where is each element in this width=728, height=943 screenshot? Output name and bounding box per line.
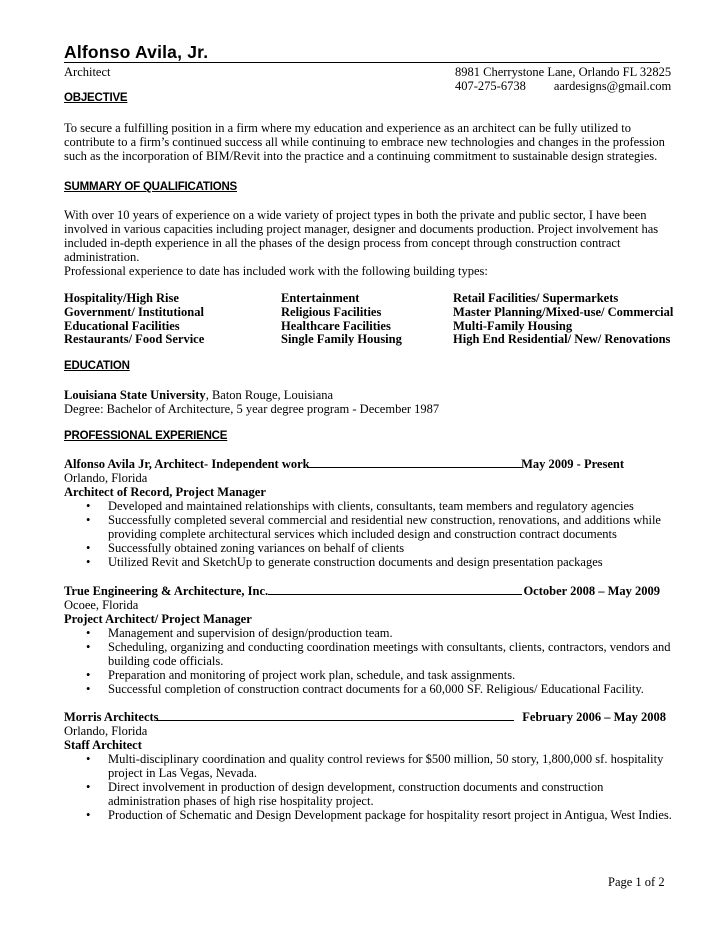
contact-line — [455, 79, 671, 94]
job-dates: October 2008 – May 2009 — [523, 584, 660, 598]
job-bullets — [64, 752, 674, 822]
building-type: Hospitality/High Rise — [64, 291, 179, 305]
experience-heading: PROFESSIONAL EXPERIENCE — [64, 430, 228, 442]
building-types-column-2 — [281, 292, 402, 347]
building-type: Multi-Family Housing — [453, 318, 573, 333]
building-types-intro: Professional experience to date has included work with the following building types: — [64, 264, 488, 278]
job-bullets — [64, 626, 674, 696]
building-types-column-3 — [453, 292, 673, 347]
email-address: aardesigns@gmail.com — [553, 79, 672, 93]
list-item: • Successfully completed several commercial and residential new construction, renovations, and additions while providing complete architectural services which included design and construction contract documents — [86, 513, 661, 541]
building-type: Educational Facilities — [64, 318, 180, 333]
building-type: Government/ Institutional — [64, 304, 204, 319]
applicant-title: Architect — [64, 65, 111, 79]
list-item: • Scheduling, organizing and conducting coordination meetings with consultants, clients, contractors, vendors and building code officials. — [86, 640, 671, 668]
job-role: Staff Architect — [64, 738, 142, 752]
phone-number: 407-275-6738 — [455, 79, 526, 93]
company-name: Alfonso Avila Jr, Architect- Independent work — [64, 457, 310, 471]
list-item: • Utilized Revit and SketchUp to generate construction documents and design presentation packages — [86, 555, 603, 569]
building-type: High End Residential/ New/ Renovations — [453, 332, 671, 347]
list-item: • Developed and maintained relationships with clients, consultants, team members and regulatory agencies — [86, 499, 634, 513]
mailing-address: 8981 Cherrystone Lane, Orlando FL 32825 — [455, 65, 672, 79]
job-location: Ocoee, Florida — [64, 598, 139, 612]
leader-line — [268, 594, 522, 595]
job-location: Orlando, Florida — [64, 471, 148, 485]
summary-heading: SUMMARY OF QUALIFICATIONS — [64, 181, 238, 193]
applicant-name: Alfonso Avila, Jr. — [64, 42, 660, 63]
leader-line — [156, 720, 514, 721]
education-heading: EDUCATION — [64, 360, 130, 372]
job-role: Architect of Record, Project Manager — [64, 485, 266, 499]
building-type: Religious Facilities — [281, 304, 382, 319]
job-entry — [64, 584, 671, 696]
job-entry — [64, 710, 672, 822]
page-number: Page 1 of 2 — [608, 875, 665, 889]
list-item: • Successfully obtained zoning variances on behalf of clients — [86, 541, 405, 555]
list-item: • Production of Schematic and Design Development package for hospitality resort project in Antigua, West Indies. — [86, 808, 672, 822]
objective-heading: OBJECTIVE — [64, 92, 128, 104]
job-location: Orlando, Florida — [64, 724, 148, 738]
summary-text: With over 10 years of experience on a wide variety of project types in both the private and public sector, I have been involved in various capacities including project manager, designer and documents production. Project involvement has included in-depth experience in all the phases of the design process from concept through construction contract administration. — [64, 208, 659, 264]
building-type: Retail Facilities/ Supermarkets — [453, 291, 619, 305]
company-name: Morris Architects — [64, 710, 159, 724]
building-type: Master Planning/Mixed-use/ Commercial — [453, 304, 674, 319]
company-name: True Engineering & Architecture, Inc. — [64, 584, 269, 598]
school-name: Louisiana State University — [64, 388, 206, 402]
list-item: • Management and supervision of design/production team. — [86, 626, 393, 640]
education-entry — [64, 388, 674, 416]
building-types-column-1 — [64, 292, 204, 347]
job-role: Project Architect/ Project Manager — [64, 612, 252, 626]
building-type: Healthcare Facilities — [281, 318, 391, 333]
objective-text: To secure a fulfilling position in a firm where my education and experience as an architect can be fully utilized to contribute to a firm’s continued success all while continuing to embrace new technologies and changes in the profession such as the incorporation of BIM/Revit into the practice and a continuing commitment to sustainable design strategies. — [64, 121, 665, 163]
building-type: Single Family Housing — [281, 332, 402, 347]
job-title-line — [64, 457, 624, 471]
list-item: • Successful completion of construction contract documents for a 60,000 SF. Religious/ Educational Facility. — [86, 682, 644, 696]
job-title-line — [64, 710, 666, 724]
degree-text: Degree: Bachelor of Architecture, 5 year degree program - December 1987 — [64, 402, 440, 416]
job-dates: February 2006 – May 2008 — [522, 710, 666, 724]
building-type: Restaurants/ Food Service — [64, 332, 205, 347]
job-entry — [64, 457, 661, 569]
leader-line — [308, 467, 522, 468]
job-title-line — [64, 584, 660, 598]
list-item: • Multi-disciplinary coordination and quality control reviews for $500 million, 50 story, 1,800,000 sf. hospitality project in Las Vegas, Nevada. — [86, 752, 664, 780]
list-item: • Direct involvement in production of design development, construction documents and construction administration phases of high rise hospitality project. — [86, 780, 604, 808]
school-location: , Baton Rouge, Louisiana — [205, 388, 334, 402]
job-bullets — [64, 499, 674, 569]
job-dates: May 2009 - Present — [521, 457, 624, 471]
list-item: • Preparation and monitoring of project work plan, schedule, and task assignments. — [86, 668, 516, 682]
building-type: Entertainment — [281, 291, 360, 305]
